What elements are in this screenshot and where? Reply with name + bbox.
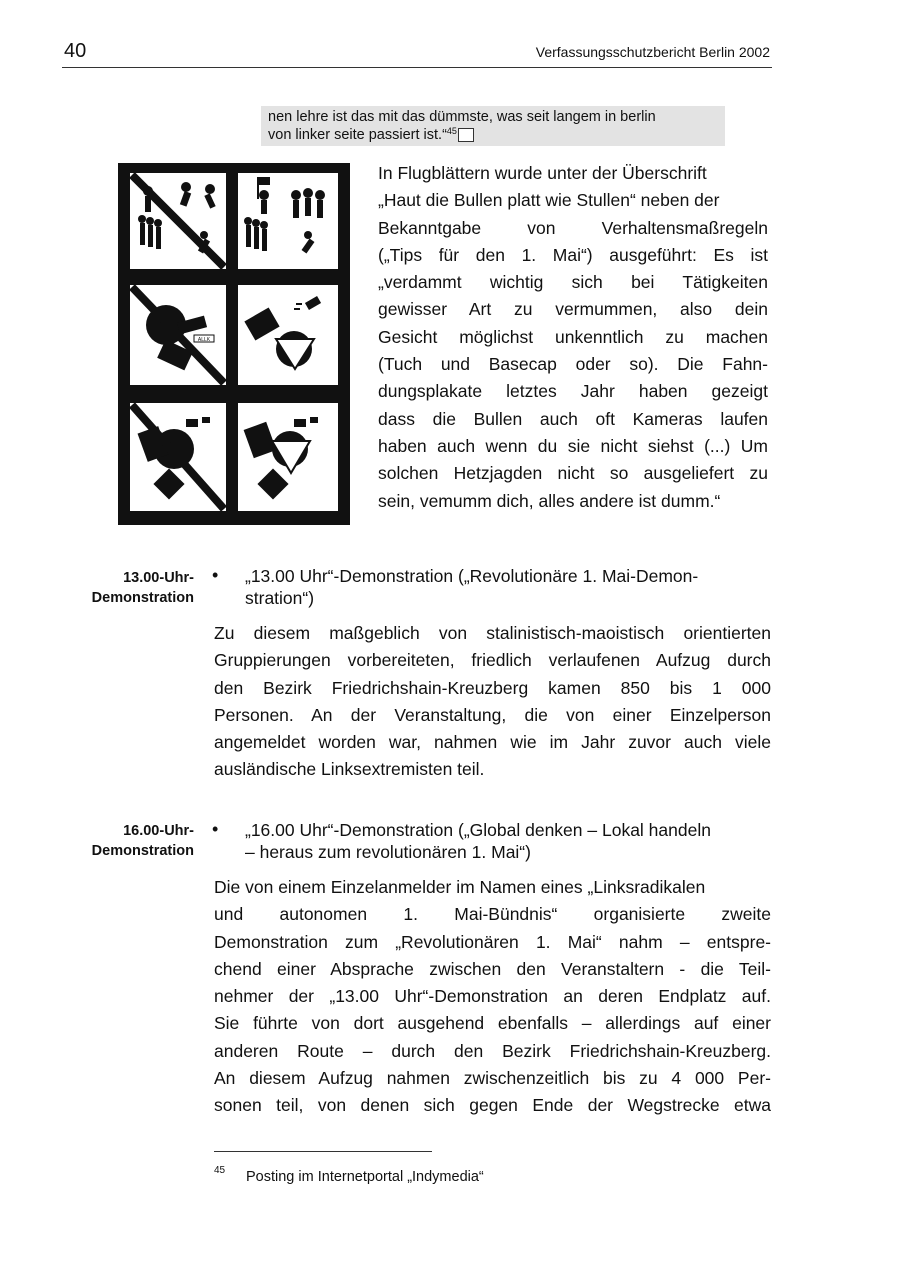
section-label-line: Demonstration bbox=[91, 590, 194, 606]
section-label-line: Demonstration bbox=[91, 843, 194, 859]
bullet-line: „13.00 Uhr“-Demonstration („Revolutionäre 1. Mai-Demon- bbox=[245, 566, 699, 586]
paragraph-line: angemeldet worden war, nahmen wie im Jahr zuvor auch viele bbox=[214, 732, 771, 753]
flyer-text-line: dass die Bullen auch oft Kameras laufen bbox=[378, 408, 768, 429]
section-label-line: 16.00-Uhr- bbox=[123, 823, 194, 839]
footnote-reference[interactable]: 45 bbox=[446, 126, 457, 136]
flyer-text-line: haben auch wenn du sie nicht siehst (...) Um bbox=[378, 435, 768, 456]
page-number: 40 bbox=[64, 40, 87, 62]
paragraph-line: Gruppierungen vorbereiteten, friedlich verlaufenen Aufzug durch bbox=[214, 650, 771, 671]
footnote-marker-box bbox=[458, 128, 474, 142]
header-rule bbox=[62, 67, 772, 68]
flyer-text-line: „verdammt wichtig sich bei Tätigkeiten bbox=[378, 272, 768, 293]
paragraph-line: anderen Route – durch den Bezirk Friedrichshain-Kreuzberg. bbox=[214, 1040, 771, 1061]
bullet-line: – heraus zum revolutionären 1. Mai“) bbox=[245, 842, 531, 862]
flyer-text-line: In Flugblättern wurde unter der Überschrift bbox=[378, 163, 707, 183]
flyer-text-line: (Tuch und Basecap oder so). Die Fahn- bbox=[378, 354, 768, 375]
quote-line-2-text: von linker seite passiert ist.“ bbox=[268, 127, 447, 143]
bullet-marker: • bbox=[212, 819, 219, 839]
flyer-text-line: solchen Hetzjagden nicht so ausgeliefert zu bbox=[378, 463, 768, 484]
flyer-badge-text: ALLK bbox=[197, 337, 211, 343]
panel-covered-face bbox=[238, 285, 338, 385]
paragraph-line: und autonomen 1. Mai-Bündnis“ organisierte zweite bbox=[214, 904, 771, 925]
section-paragraph-16-uhr bbox=[214, 874, 771, 1120]
flyer-text-line: Gesicht möglichst unkenntlich zu machen bbox=[378, 326, 768, 347]
paragraph-line: Zu diesem maßgeblich von stalinistisch-maoistisch orientierten bbox=[214, 623, 771, 643]
paragraph-line: sonen teil, von denen sich gegen Ende der Wegstrecke etwa bbox=[214, 1095, 771, 1116]
panel-covered-face-2 bbox=[238, 403, 338, 511]
flyer-text-line: Bekanntgabe von Verhaltensmaßregeln bbox=[378, 217, 768, 238]
bullet-line: stration“) bbox=[245, 588, 315, 608]
section-label-16-uhr bbox=[62, 821, 194, 861]
bullet-marker: • bbox=[212, 565, 219, 585]
bullet-line: „16.00 Uhr“-Demonstration („Global denken – Lokal handeln bbox=[245, 820, 711, 840]
section-heading-16-uhr bbox=[245, 819, 773, 863]
flyer-text-line: („Tips für den 1. Mai“) ausgeführt: Es ist bbox=[378, 244, 768, 265]
section-label-13-uhr bbox=[62, 568, 194, 608]
footnote-number: 45 bbox=[214, 1165, 226, 1176]
flyer-pictogram-image bbox=[118, 163, 350, 525]
quote-line-1: nen lehre ist das mit das dümmste, was seit langem in berlin bbox=[268, 109, 656, 125]
paragraph-line: Sie führte von dort ausgehend ebenfalls – allerdings auf einer bbox=[214, 1013, 771, 1034]
paragraph-line: An diesem Aufzug nahmen zwischenzeitlich bis zu 4 000 Per- bbox=[214, 1068, 771, 1089]
quote-line-2 bbox=[268, 126, 725, 144]
section-paragraph-13-uhr bbox=[214, 620, 771, 784]
section-heading-13-uhr bbox=[245, 565, 773, 609]
paragraph-line: chend einer Absprache zwischen den Veranstaltern - die Teil- bbox=[214, 958, 771, 979]
panel-face-crossed bbox=[130, 403, 226, 511]
flyer-text-line: „Haut die Bullen platt wie Stullen“ neben der bbox=[378, 190, 720, 211]
paragraph-line: Personen. An der Veranstaltung, die von einer Einzelperson bbox=[214, 704, 771, 725]
flyer-text-line: gewisser Art zu vermummen, also dein bbox=[378, 299, 768, 320]
paragraph-line: ausländische Linksextremisten teil. bbox=[214, 759, 485, 780]
running-title: Verfassungsschutzbericht Berlin 2002 bbox=[535, 44, 770, 60]
panel-uncovered-face-crossed bbox=[130, 285, 226, 385]
quote-excerpt bbox=[261, 106, 725, 146]
paragraph-line: den Bezirk Friedrichshain-Kreuzberg kamen 850 bis 1 000 bbox=[214, 677, 771, 698]
paragraph-line: Demonstration zum „Revolutionären 1. Mai“ nahm – entspre- bbox=[214, 931, 771, 952]
paragraph-line: nehmer der „13.00 Uhr“-Demonstration an deren Endplatz auf. bbox=[214, 986, 771, 1007]
panel-running bbox=[238, 173, 338, 269]
section-label-line: 13.00-Uhr- bbox=[123, 570, 194, 586]
footnote-text: Posting im Internetportal „Indymedia“ bbox=[246, 1169, 484, 1185]
panel-running-crossed bbox=[130, 173, 226, 269]
flyer-text-line: sein, vemumm dich, alles andere ist dumm.“ bbox=[378, 490, 721, 511]
footnote-rule bbox=[214, 1151, 432, 1152]
flyer-text-line: dungsplakate letztes Jahr haben gezeigt bbox=[378, 381, 768, 402]
paragraph-line: Die von einem Einzelanmelder im Namen eines „Linksradikalen bbox=[214, 877, 706, 897]
flyer-description bbox=[378, 160, 768, 515]
